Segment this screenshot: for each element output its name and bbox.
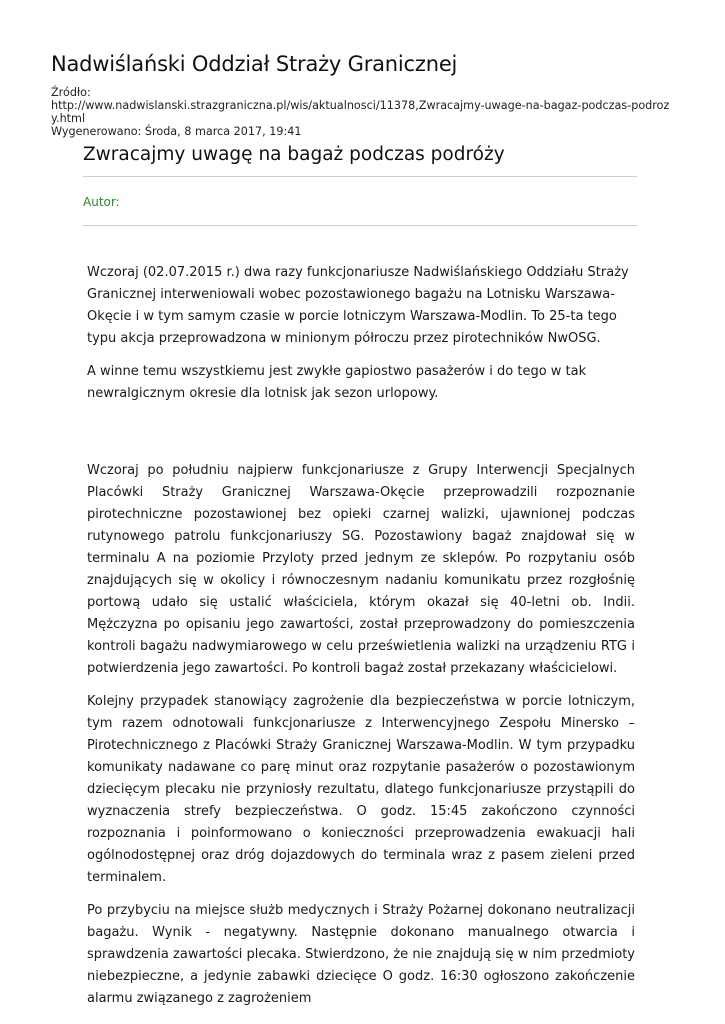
article-paragraph-4: Kolejny przypadek stanowiący zagrożenie dla bezpieczeństwa w porcie lotniczym, tym razem odnotowali funkcjonariusze z Interwencyjnego Zespołu Minersko – Pirotechnicznego z Placówki Straży Granicznej Warszawa-Modlin. W tym przypadku komunikaty nadawane co parę minut oraz rozpytanie pasażerów o pozostawionym dziecięcym plecaku nie przyniosły rezultatu, dlatego funkcjonariusze przystąpili do wyznaczenia strefy bezpieczeństwa. O godz. 15:45 zakończono czynności rozpoznania i poinformowano o konieczności przeprowadzenia ewakuacji hali ogólnodostępnej oraz dróg dojazdowych do terminala wraz z pasem zieleni przed terminalem. [87, 694, 635, 885]
author-label: Autor: [83, 195, 120, 209]
document-meta [51, 86, 676, 138]
generated-timestamp: Wygenerowano: Środa, 8 marca 2017, 19:41 [51, 125, 302, 138]
site-title: Nadwiślański Oddział Straży Granicznej [51, 52, 458, 76]
article-paragraph-5: Po przybyciu na miejsce służb medycznych i Straży Pożarnej dokonano neutralizacji bagażu. Wynik - negatywny. Następnie dokonano manualnego otwarcia i sprawdzenia zawartości plecaka. Stwierdzono, że nie znajdują się w nim przedmioty niebezpieczne, a jedynie zabawki dziecięce O godz. 16:30 ogłoszono zakończenie alarmu związanego z zagrożeniem [87, 903, 635, 1006]
source-label: Źródło: [51, 86, 91, 99]
author-divider [83, 225, 637, 226]
title-divider [83, 176, 637, 177]
article-title: Zwracajmy uwagę na bagaż podczas podróży [83, 144, 505, 165]
article-paragraph-1: Wczoraj (02.07.2015 r.) dwa razy funkcjonariusze Nadwiślańskiego Oddziału Straży Granicznej interweniowali wobec pozostawionego bagażu na Lotnisku Warszawa-Okęcie i w tym samym czasie w porcie lotniczym Warszawa-Modlin. To 25-ta tego typu akcja przeprowadzona w minionym półroczu przez pirotechników NwOSG. [87, 265, 629, 346]
article-body [87, 262, 635, 1021]
source-url[interactable]: http://www.nadwislanski.strazgraniczna.pl/wis/aktualnosci/11378,Zwracajmy-uwage-na-bagaz-podczas-podrozy.html [51, 99, 670, 125]
article-paragraph-3: Wczoraj po południu najpierw funkcjonariusze z Grupy Interwencji Specjalnych Placówki Straży Granicznej Warszawa-Okęcie przeprowadzili rozpoznanie pirotechniczne pozostawionej bez opieki czarnej walizki, ujawnionej podczas rutynowego patrolu funkcjonariuszy SG. Pozostawiony bagaż znajdował się w terminalu A na poziomie Przyloty przed jednym ze sklepów. Po rozpytaniu osób znajdujących się w okolicy i równoczesnym nadaniu komunikatu przez rozgłośnię portową udało się ustalić właściciela, którym okazał się 40-letni ob. Indii. Mężczyzna po opisaniu jego zawartości, został przeprowadzony do pomieszczenia kontroli bagażu nadwymiarowego w celu prześwietlenia walizki na urządzeniu RTG i potwierdzenia jego zawartości. Po kontroli bagaż został przekazany właścicielowi. [87, 463, 635, 676]
paragraph-spacer [87, 416, 635, 460]
article-paragraph-2: A winne temu wszystkiemu jest zwykłe gapiostwo pasażerów i do tego w tak newralgicznym okresie dla lotnisk jak sezon urlopowy. [87, 364, 587, 401]
